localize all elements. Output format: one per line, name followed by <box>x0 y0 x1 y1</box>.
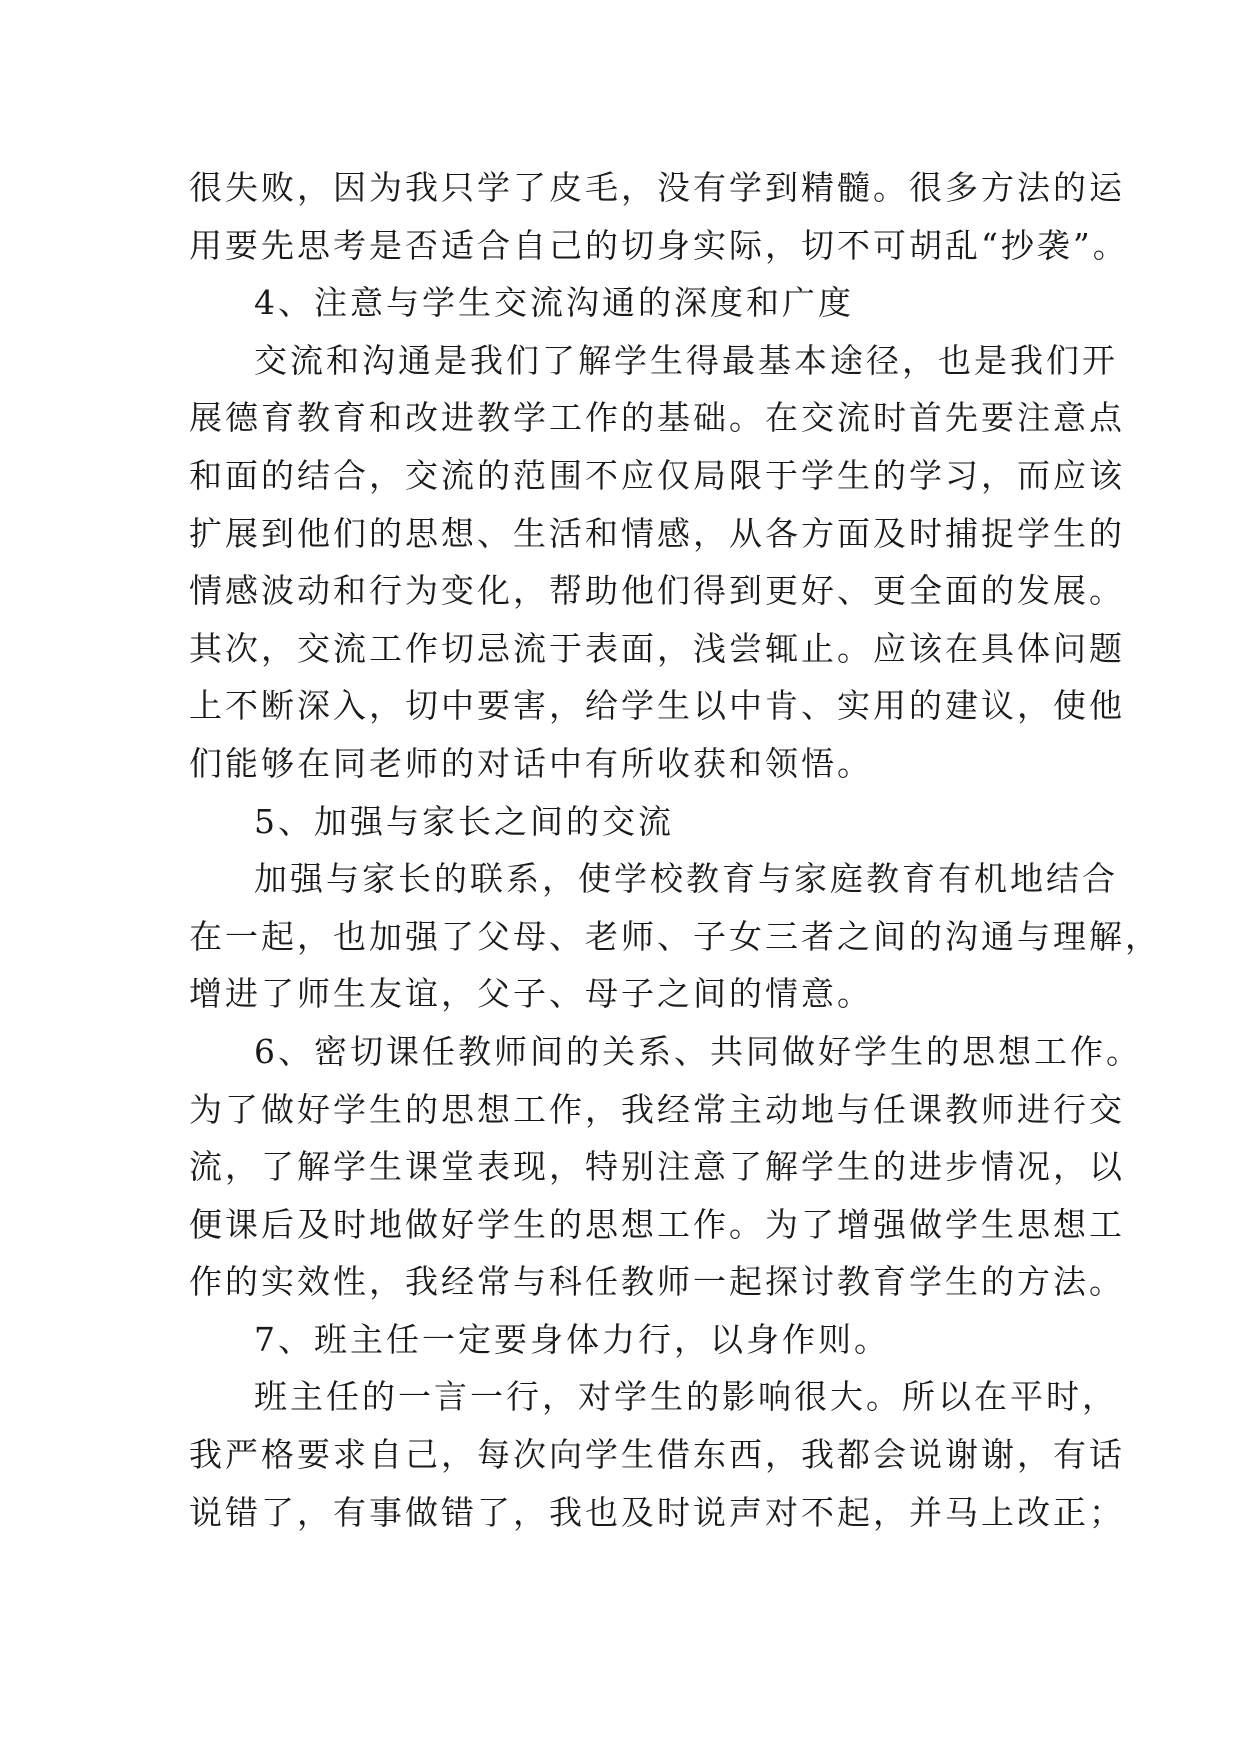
text-line: 用要先思考是否适合自己的切身实际，切不可胡乱“抄袭”。 <box>189 225 1129 265</box>
section-heading: 4、注意与学生交流沟通的深度和广度 <box>254 283 854 323</box>
text-line: 加强与家长的联系，使学校教育与家庭教育有机地结合 <box>254 859 1118 899</box>
text-line: 说错了，有事做错了，我也及时说声对不起，并马上改正； <box>189 1492 1125 1532</box>
text-line: 流，了解学生课堂表现，特别注意了解学生的进步情况，以 <box>189 1147 1125 1187</box>
text-line: 很失败，因为我只学了皮毛，没有学到精髓。很多方法的运 <box>189 168 1125 207</box>
text-line: 班主任的一言一行，对学生的影响很大。所以在平时， <box>254 1377 1118 1417</box>
text-line: 我严格要求自己，每次向学生借东西，我都会说谢谢，有话 <box>189 1435 1125 1475</box>
text-line: 展德育教育和改进教学工作的基础。在交流时首先要注意点 <box>189 398 1125 438</box>
text-line: 在一起，也加强了父母、老师、子女三者之间的沟通与理解， <box>189 916 1161 956</box>
section-heading: 7、班主任一定要身体力行，以身作则。 <box>254 1319 890 1359</box>
text-line: 情感波动和行为变化，帮助他们得到更好、更全面的发展。 <box>189 571 1125 611</box>
text-line: 便课后及时地做好学生的思想工作。为了增强做学生思想工 <box>189 1204 1125 1244</box>
text-line: 交流和沟通是我们了解学生得最基本途径，也是我们开 <box>254 340 1118 380</box>
text-line: 和面的结合，交流的范围不应仅局限于学生的学习，而应该 <box>189 455 1125 495</box>
text-line: 们能够在同老师的对话中有所收获和领悟。 <box>189 743 873 783</box>
text-line: 其次，交流工作切忌流于表面，浅尝辄止。应该在具体问题 <box>189 628 1125 668</box>
text-line: 增进了师生友谊，父子、母子之间的情意。 <box>189 974 873 1014</box>
text-line: 作的实效性，我经常与科任教师一起探讨教育学生的方法。 <box>189 1262 1125 1302</box>
text-line: 扩展到他们的思想、生活和情感，从各方面及时捕捉学生的 <box>189 513 1125 553</box>
text-line: 上不断深入，切中要害，给学生以中肯、实用的建议，使他 <box>189 686 1125 726</box>
section-heading: 6、密切课任教师间的关系、共同做好学生的思想工作。 <box>254 1031 1142 1071</box>
text-line: 为了做好学生的思想工作，我经常主动地与任课教师进行交 <box>189 1089 1125 1129</box>
document-body <box>189 159 1161 1541</box>
section-heading: 5、加强与家长之间的交流 <box>254 801 674 841</box>
